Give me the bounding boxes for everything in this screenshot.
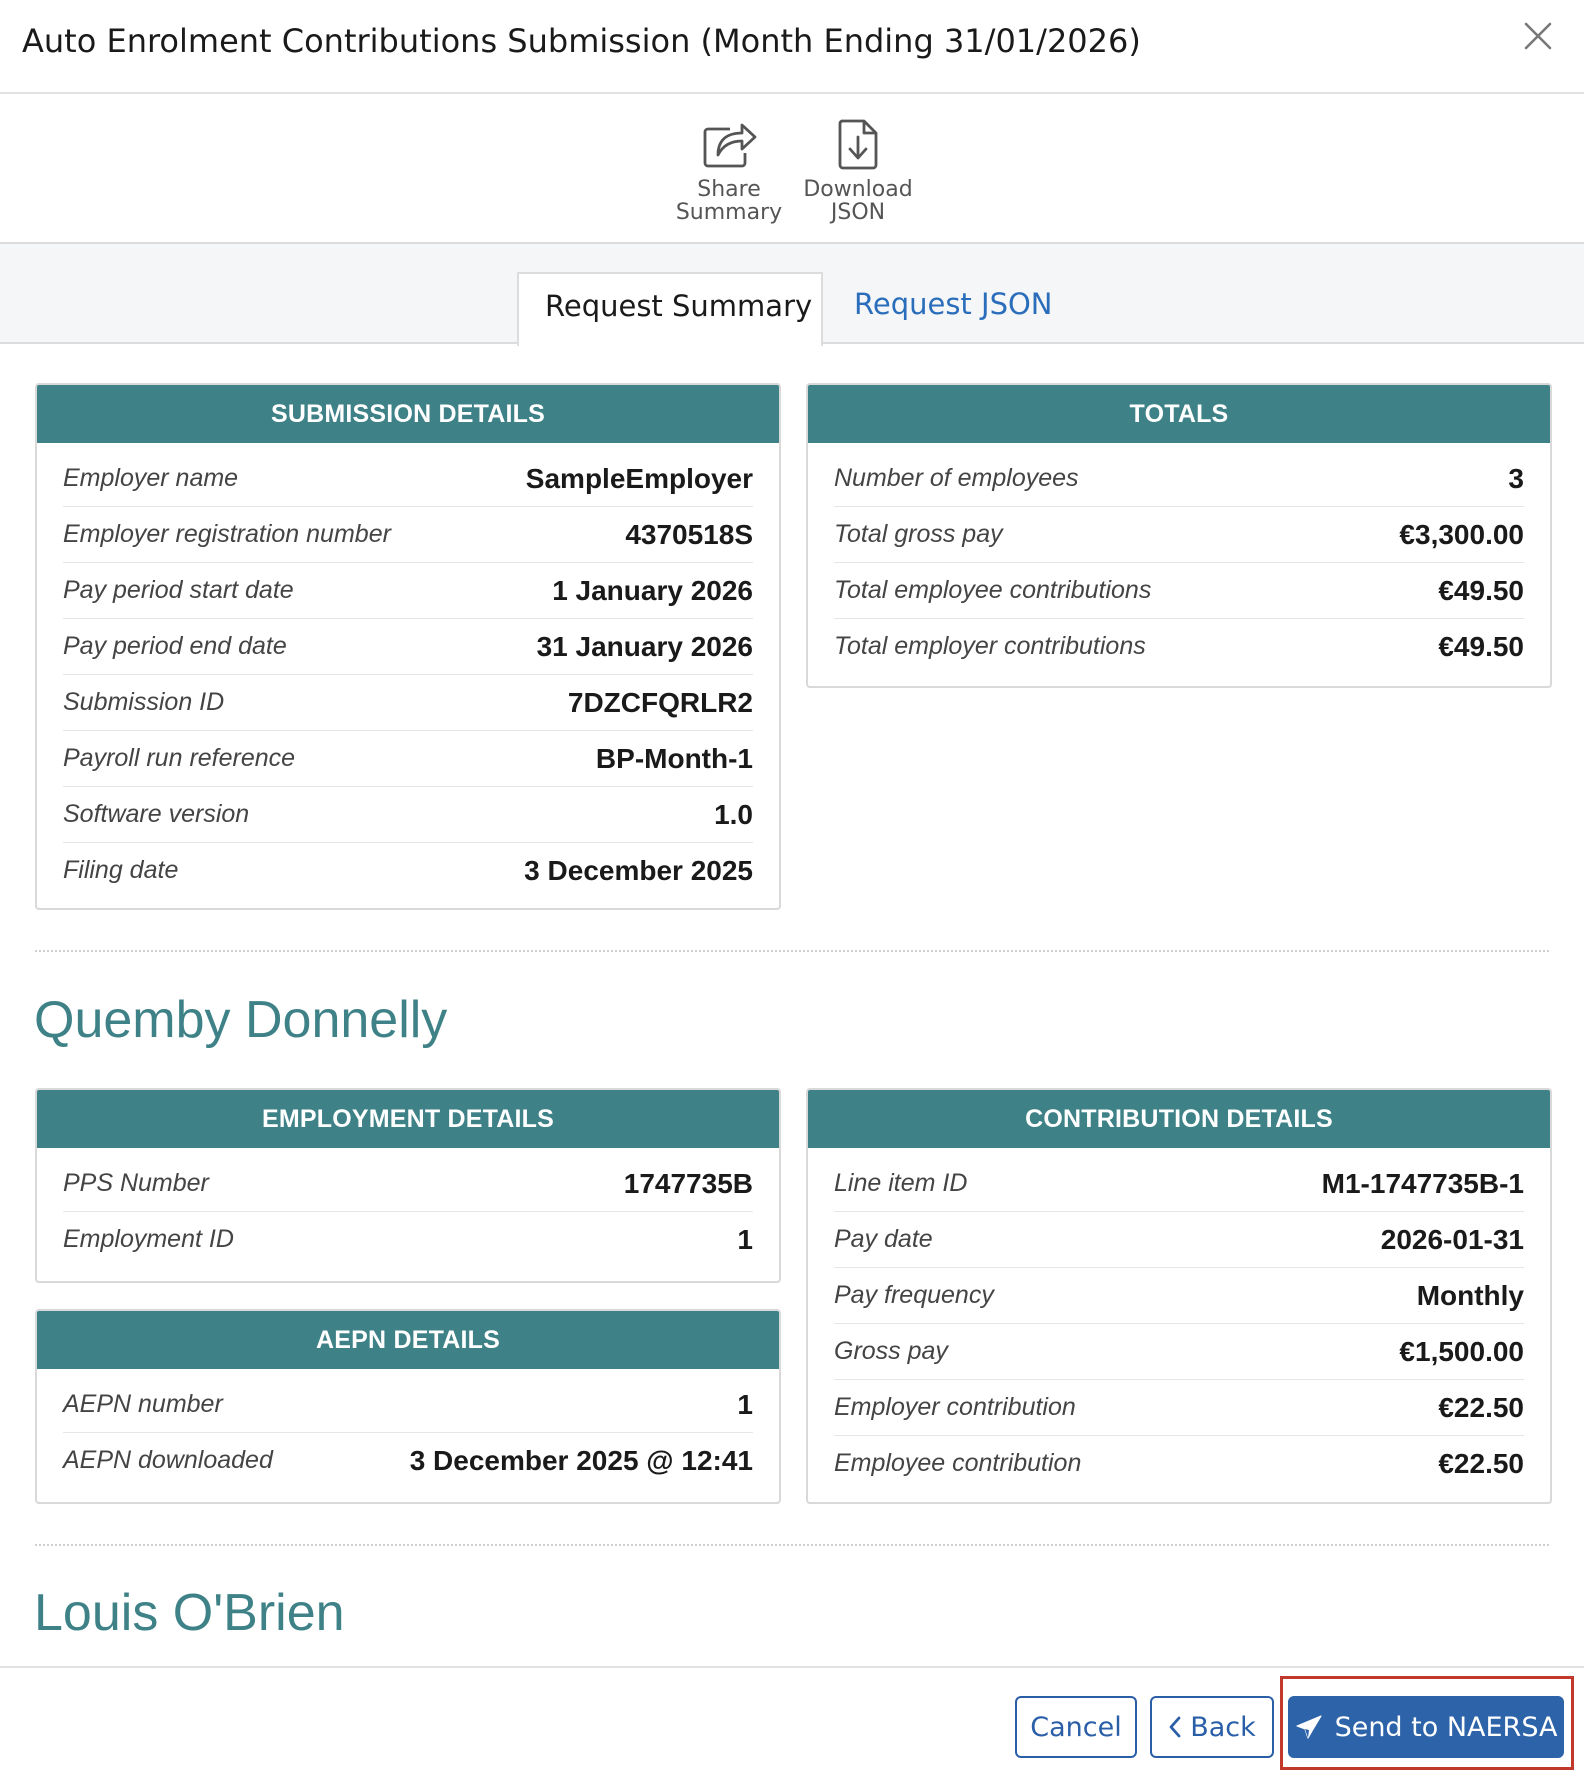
row-label: Payroll run reference bbox=[63, 744, 296, 772]
dialog-title: Auto Enrolment Contributions Submission (Month Ending 31/01/2026) bbox=[22, 22, 1141, 60]
row-label: Gross pay bbox=[834, 1337, 948, 1365]
row-label: Filing date bbox=[63, 856, 179, 884]
tab-bar bbox=[0, 244, 1584, 344]
share-summary-button[interactable] bbox=[669, 116, 789, 224]
row-label: Total employee contributions bbox=[834, 576, 1152, 604]
row-value: 1.0 bbox=[714, 798, 753, 830]
detail-row bbox=[834, 507, 1524, 563]
row-label: Total employer contributions bbox=[834, 632, 1146, 660]
aepn-details-panel bbox=[35, 1309, 781, 1504]
detail-row bbox=[63, 619, 753, 675]
section-divider bbox=[35, 1544, 1549, 1546]
row-value: €1,500.00 bbox=[1399, 1335, 1524, 1367]
detail-row bbox=[834, 1212, 1524, 1268]
row-value: SampleEmployer bbox=[525, 462, 753, 494]
row-value: €49.50 bbox=[1438, 574, 1524, 606]
row-value: 3 bbox=[1508, 462, 1524, 494]
row-label: Total gross pay bbox=[834, 520, 1003, 548]
row-label: Pay period start date bbox=[63, 576, 294, 604]
row-value: M1-1747735B-1 bbox=[1321, 1167, 1524, 1199]
row-value: 1 bbox=[737, 1388, 753, 1420]
row-label: AEPN number bbox=[63, 1390, 223, 1418]
row-label: Employment ID bbox=[63, 1225, 234, 1253]
row-label: Pay date bbox=[834, 1225, 933, 1253]
row-value: 1 bbox=[737, 1223, 753, 1255]
download-file-icon bbox=[836, 117, 880, 176]
employment-details-panel bbox=[35, 1088, 781, 1283]
cancel-button[interactable]: Cancel bbox=[1015, 1696, 1137, 1758]
row-label: Employer contribution bbox=[834, 1393, 1076, 1421]
toolbar bbox=[0, 94, 1584, 244]
row-label: Employer name bbox=[63, 464, 239, 492]
row-label: Pay frequency bbox=[834, 1281, 994, 1309]
row-value: 2026-01-31 bbox=[1380, 1223, 1524, 1255]
highlight-box bbox=[1280, 1676, 1574, 1770]
row-value: 1747735B bbox=[623, 1167, 753, 1199]
totals-panel bbox=[806, 383, 1552, 688]
tab-request-json[interactable]: Request JSON bbox=[854, 287, 1053, 321]
employee-name: Louis O'Brien bbox=[34, 1584, 345, 1642]
section-divider bbox=[35, 950, 1549, 952]
detail-row bbox=[834, 619, 1524, 674]
employee-name: Quemby Donnelly bbox=[34, 991, 448, 1049]
detail-row bbox=[834, 1156, 1524, 1212]
detail-row bbox=[63, 731, 753, 787]
row-value: Monthly bbox=[1416, 1279, 1524, 1311]
detail-row bbox=[63, 1377, 753, 1433]
panel-title: AEPN DETAILS bbox=[37, 1311, 779, 1369]
row-value: BP-Month-1 bbox=[595, 742, 753, 774]
detail-row bbox=[63, 451, 753, 507]
row-value: 3 December 2025 @ 12:41 bbox=[409, 1444, 753, 1476]
panel-title: EMPLOYMENT DETAILS bbox=[37, 1090, 779, 1148]
detail-row bbox=[63, 1156, 753, 1212]
back-button[interactable] bbox=[1150, 1696, 1274, 1758]
row-value: €49.50 bbox=[1438, 630, 1524, 662]
row-value: €3,300.00 bbox=[1399, 518, 1524, 550]
submission-details-panel bbox=[35, 383, 781, 910]
detail-row bbox=[63, 787, 753, 843]
row-label: Employer registration number bbox=[63, 520, 391, 548]
detail-row bbox=[834, 451, 1524, 507]
share-summary-label: Share Summary bbox=[675, 177, 783, 225]
panel-title: CONTRIBUTION DETAILS bbox=[808, 1090, 1550, 1148]
row-value: 7DZCFQRLR2 bbox=[567, 686, 753, 718]
share-icon bbox=[700, 117, 758, 176]
detail-row bbox=[834, 563, 1524, 619]
row-label: Line item ID bbox=[834, 1169, 968, 1197]
detail-row bbox=[63, 1212, 753, 1267]
detail-row bbox=[63, 843, 753, 898]
row-value: €22.50 bbox=[1438, 1447, 1524, 1479]
detail-row bbox=[63, 507, 753, 563]
dialog-header bbox=[0, 0, 1584, 94]
row-value: 4370518S bbox=[625, 518, 753, 550]
row-value: 3 December 2025 bbox=[524, 854, 753, 886]
row-label: Number of employees bbox=[834, 464, 1079, 492]
row-value: €22.50 bbox=[1438, 1391, 1524, 1423]
row-label: Pay period end date bbox=[63, 632, 287, 660]
row-value: 31 January 2026 bbox=[536, 630, 753, 662]
download-json-label: Download JSON bbox=[803, 177, 913, 225]
row-label: AEPN downloaded bbox=[63, 1446, 273, 1474]
contribution-details-panel bbox=[806, 1088, 1552, 1504]
detail-row bbox=[834, 1380, 1524, 1436]
close-icon[interactable] bbox=[1520, 18, 1556, 54]
detail-row bbox=[63, 1433, 753, 1488]
back-button-label: Back bbox=[1190, 1711, 1256, 1743]
row-label: Submission ID bbox=[63, 688, 225, 716]
detail-row bbox=[834, 1436, 1524, 1491]
detail-row bbox=[834, 1324, 1524, 1380]
detail-row bbox=[63, 675, 753, 731]
row-label: Employee contribution bbox=[834, 1449, 1082, 1477]
send-button-label: Send to NAERSA bbox=[1334, 1711, 1558, 1743]
tab-request-summary[interactable]: Request Summary bbox=[517, 272, 823, 346]
row-value: 1 January 2026 bbox=[552, 574, 753, 606]
download-json-button[interactable] bbox=[798, 116, 918, 224]
chevron-left-icon bbox=[1168, 1715, 1182, 1739]
row-label: Software version bbox=[63, 800, 250, 828]
panel-title: TOTALS bbox=[808, 385, 1550, 443]
panel-title: SUBMISSION DETAILS bbox=[37, 385, 779, 443]
detail-row bbox=[63, 563, 753, 619]
detail-row bbox=[834, 1268, 1524, 1324]
row-label: PPS Number bbox=[63, 1169, 209, 1197]
